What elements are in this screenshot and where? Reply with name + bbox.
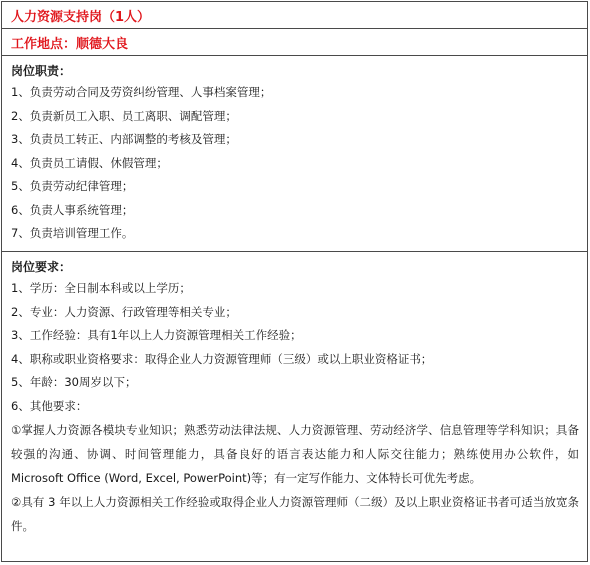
duty-item: 2、负责新员工入职、员工离职、调配管理； [11, 108, 237, 123]
duty-item: 5、负责劳动纪律管理； [11, 179, 134, 193]
duties-section [2, 56, 587, 252]
duty-item: 3、负责员工转正、内部调整的考核及管理； [11, 132, 237, 146]
requirement-item: 3、工作经验：具有1年以上人力资源管理相关工作经验； [11, 328, 302, 342]
requirements-section [2, 252, 587, 562]
duty-item: 6、负责人事系统管理； [11, 202, 134, 217]
job-title: 人力资源支持岗（1人） [11, 9, 151, 25]
duty-item: 4、负责员工请假、休假管理； [11, 155, 168, 170]
requirement-item: 5、年龄：30周岁以下； [11, 375, 137, 389]
duties-heading: 岗位职责： [11, 64, 72, 78]
location-row [2, 29, 587, 56]
requirement-item: 4、职称或职业资格要求：取得企业人力资源管理师（三级）或以上职业资格证书； [11, 351, 433, 366]
requirement-item: 6、其他要求： [11, 398, 88, 413]
other-requirement-1: ①掌握人力资源各模块专业知识；熟悉劳动法律法规、人力资源管理、劳动经济学、信息管理等学科知识；具备较强的沟通、协调、时间管理能力，具备良好的语言表达能力和人际交往能力；熟练使用办公软件，如 Microsoft Office (Word, Excel, PowerPoint)等；有一定写作能力、文体特长可优先考虑。 [11, 423, 579, 485]
duty-item: 7、负责培训管理工作。 [11, 226, 134, 240]
requirement-item: 1、学历：全日制本科或以上学历； [11, 281, 191, 295]
requirements-heading: 岗位要求： [11, 260, 72, 274]
other-requirement-2: ②具有 3 年以上人力资源相关工作经验或取得企业人力资源管理师（二级）及以上职业资格证书者可适当放宽条件。 [11, 495, 579, 533]
job-posting-table [1, 1, 588, 562]
work-location: 工作地点：顺德大良 [11, 36, 129, 52]
duty-item: 1、负责劳动合同及劳资纠纷管理、人事档案管理； [11, 85, 272, 99]
requirement-item: 2、专业：人力资源、行政管理等相关专业； [11, 304, 237, 319]
title-row [2, 2, 587, 29]
